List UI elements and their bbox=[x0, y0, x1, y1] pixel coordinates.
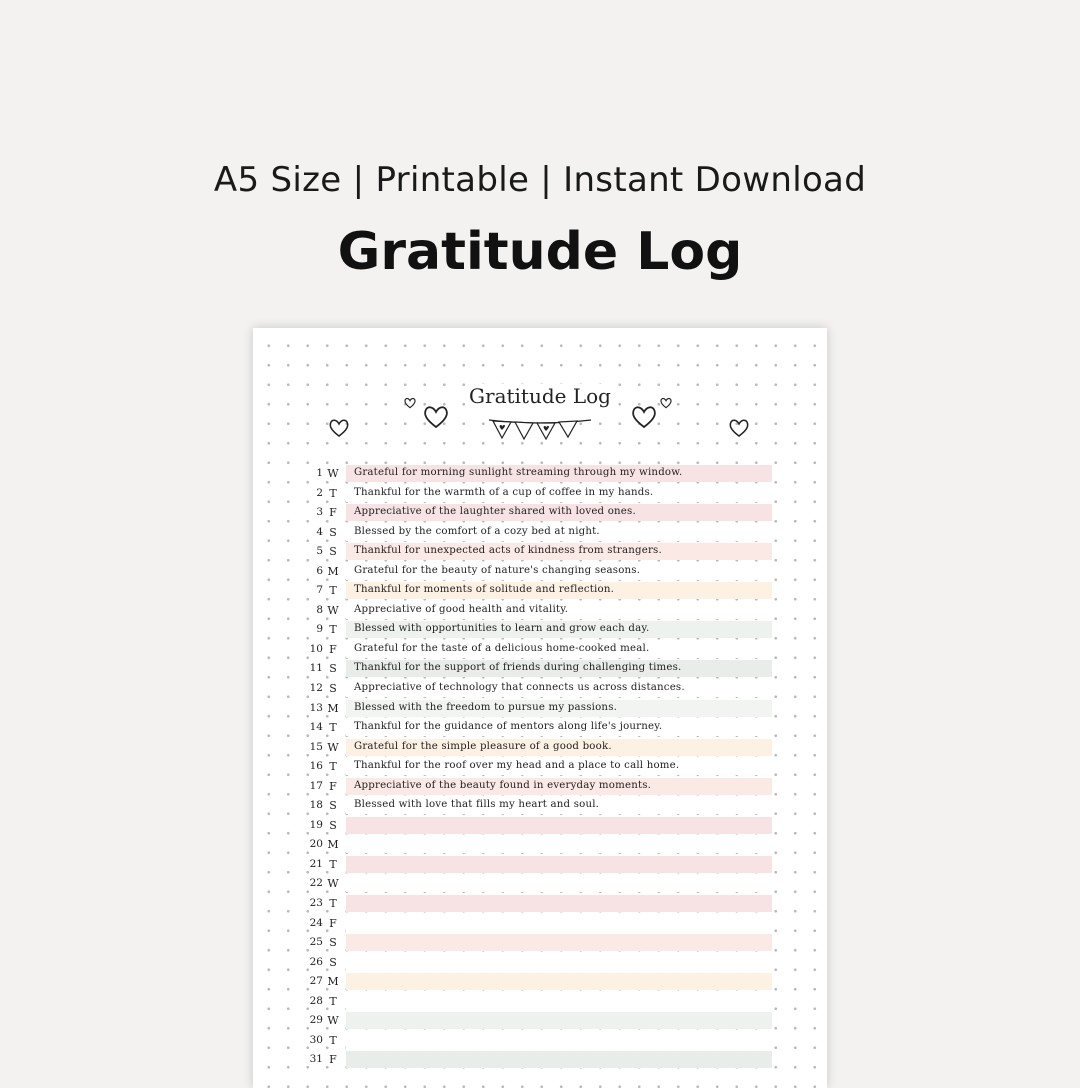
day-number: 12 bbox=[309, 682, 323, 695]
log-row bbox=[308, 835, 778, 855]
weekday-letter: T bbox=[329, 486, 337, 500]
log-row bbox=[308, 855, 778, 875]
gratitude-entry: Appreciative of the beauty found in everyday moments. bbox=[354, 779, 652, 791]
gratitude-entry: Grateful for the simple pleasure of a good book. bbox=[354, 740, 612, 752]
weekday-letter: T bbox=[329, 1033, 337, 1047]
heart-icon bbox=[403, 396, 417, 410]
weekday-letter: T bbox=[329, 760, 337, 774]
gratitude-entry: Grateful for the beauty of nature's changing seasons. bbox=[354, 564, 641, 576]
gratitude-entry: Thankful for moments of solitude and reflection. bbox=[354, 584, 615, 596]
row-highlight bbox=[346, 836, 772, 853]
log-row bbox=[308, 562, 778, 582]
weekday-letter: W bbox=[327, 467, 339, 480]
day-number: 2 bbox=[316, 486, 323, 499]
day-number: 11 bbox=[309, 662, 323, 675]
log-row bbox=[308, 699, 778, 719]
heart-icon bbox=[629, 402, 659, 432]
day-number: 31 bbox=[309, 1053, 323, 1066]
weekday-letter: S bbox=[329, 545, 337, 559]
heart-icon bbox=[659, 396, 673, 410]
log-row bbox=[308, 953, 778, 973]
day-number: 30 bbox=[309, 1033, 323, 1046]
day-number: 10 bbox=[309, 642, 323, 655]
day-number: 4 bbox=[316, 525, 323, 538]
row-highlight bbox=[346, 875, 772, 892]
log-row bbox=[308, 816, 778, 836]
weekday-letter: W bbox=[327, 740, 339, 754]
day-number: 23 bbox=[309, 897, 323, 910]
weekday-letter: S bbox=[329, 955, 337, 969]
weekday-letter: S bbox=[329, 799, 337, 813]
weekday-letter: T bbox=[329, 721, 337, 735]
log-row bbox=[308, 738, 778, 758]
day-number: 18 bbox=[309, 799, 323, 812]
log-row bbox=[308, 1050, 778, 1070]
weekday-letter: T bbox=[329, 584, 337, 598]
weekday-letter: S bbox=[329, 525, 337, 539]
weekday-letter: M bbox=[327, 838, 339, 852]
log-row bbox=[308, 874, 778, 894]
weekday-letter: W bbox=[327, 603, 339, 617]
log-row bbox=[308, 640, 778, 660]
day-number: 29 bbox=[309, 1014, 323, 1027]
log-row bbox=[308, 542, 778, 562]
gratitude-entry: Blessed with love that fills my heart and soul. bbox=[354, 799, 600, 811]
log-row bbox=[308, 1011, 778, 1031]
sheet-title: Gratitude Log bbox=[253, 384, 827, 408]
gratitude-entry: Blessed by the comfort of a cozy bed at night. bbox=[354, 525, 600, 537]
log-row bbox=[308, 972, 778, 992]
log-rows bbox=[308, 464, 778, 1070]
weekday-letter: S bbox=[329, 682, 337, 696]
day-number: 8 bbox=[316, 603, 323, 616]
day-number: 28 bbox=[309, 994, 323, 1007]
log-row bbox=[308, 777, 778, 797]
row-highlight bbox=[346, 993, 772, 1010]
weekday-letter: W bbox=[327, 877, 339, 891]
log-row bbox=[308, 757, 778, 777]
log-row bbox=[308, 718, 778, 738]
row-highlight bbox=[346, 973, 772, 990]
log-row bbox=[308, 1031, 778, 1051]
row-highlight bbox=[346, 1032, 772, 1049]
gratitude-entry: Appreciative of technology that connects us across distances. bbox=[354, 682, 685, 694]
log-row bbox=[308, 620, 778, 640]
gratitude-entry: Thankful for the guidance of mentors along life's journey. bbox=[354, 721, 663, 733]
gratitude-entry: Grateful for morning sunlight streaming through my window. bbox=[354, 467, 683, 478]
day-number: 7 bbox=[316, 584, 323, 597]
heart-icon bbox=[421, 402, 451, 432]
day-number: 26 bbox=[309, 955, 323, 968]
log-row bbox=[308, 992, 778, 1012]
gratitude-entry: Thankful for the warmth of a cup of coffee in my hands. bbox=[354, 486, 654, 498]
log-row bbox=[308, 601, 778, 621]
log-row bbox=[308, 933, 778, 953]
row-highlight bbox=[346, 915, 772, 932]
gratitude-entry: Thankful for unexpected acts of kindness from strangers. bbox=[354, 545, 662, 557]
day-number: 16 bbox=[309, 760, 323, 773]
weekday-letter: M bbox=[327, 564, 339, 578]
log-row bbox=[308, 581, 778, 601]
bunting-icon bbox=[485, 416, 595, 444]
weekday-letter: T bbox=[329, 623, 337, 637]
gratitude-entry: Blessed with opportunities to learn and grow each day. bbox=[354, 623, 650, 635]
log-row bbox=[308, 659, 778, 679]
gratitude-log-sheet bbox=[253, 328, 827, 1088]
weekday-letter: W bbox=[327, 1014, 339, 1028]
log-row bbox=[308, 503, 778, 523]
day-number: 27 bbox=[309, 975, 323, 988]
log-row bbox=[308, 679, 778, 699]
heart-icon bbox=[727, 416, 751, 440]
log-row bbox=[308, 523, 778, 543]
weekday-letter: S bbox=[329, 936, 337, 950]
row-highlight bbox=[346, 934, 772, 951]
weekday-letter: F bbox=[329, 642, 337, 656]
row-highlight bbox=[346, 954, 772, 971]
day-number: 3 bbox=[316, 506, 323, 519]
gratitude-entry: Thankful for the roof over my head and a place to call home. bbox=[354, 760, 680, 772]
weekday-letter: T bbox=[329, 857, 337, 871]
weekday-letter: S bbox=[329, 818, 337, 832]
log-row bbox=[308, 464, 778, 484]
weekday-letter: F bbox=[329, 779, 337, 793]
day-number: 15 bbox=[309, 740, 323, 753]
day-number: 20 bbox=[309, 838, 323, 851]
weekday-letter: M bbox=[327, 975, 339, 989]
gratitude-entry: Thankful for the support of friends during challenging times. bbox=[354, 662, 682, 674]
weekday-letter: S bbox=[329, 662, 337, 676]
gratitude-entry: Blessed with the freedom to pursue my passions. bbox=[354, 701, 618, 713]
row-highlight bbox=[346, 895, 772, 912]
day-number: 25 bbox=[309, 936, 323, 949]
weekday-letter: M bbox=[327, 701, 339, 715]
day-number: 22 bbox=[309, 877, 323, 890]
gratitude-entry: Grateful for the taste of a delicious home-cooked meal. bbox=[354, 642, 650, 654]
row-highlight bbox=[346, 1012, 772, 1029]
row-highlight bbox=[346, 1051, 772, 1068]
log-row bbox=[308, 914, 778, 934]
gratitude-entry: Appreciative of the laughter shared with loved ones. bbox=[354, 506, 636, 518]
day-number: 24 bbox=[309, 916, 323, 929]
log-row bbox=[308, 796, 778, 816]
day-number: 21 bbox=[309, 857, 323, 870]
product-title: Gratitude Log bbox=[337, 222, 743, 282]
weekday-letter: T bbox=[329, 994, 337, 1008]
weekday-letter: T bbox=[329, 897, 337, 911]
day-number: 13 bbox=[309, 701, 323, 714]
day-number: 1 bbox=[316, 467, 323, 479]
day-number: 19 bbox=[309, 818, 323, 831]
day-number: 6 bbox=[316, 564, 323, 577]
weekday-letter: F bbox=[329, 506, 337, 520]
day-number: 9 bbox=[316, 623, 323, 636]
gratitude-entry: Appreciative of good health and vitality. bbox=[354, 603, 569, 615]
row-highlight bbox=[346, 817, 772, 834]
weekday-letter: F bbox=[329, 1053, 337, 1067]
weekday-letter: F bbox=[329, 916, 337, 930]
row-highlight bbox=[346, 856, 772, 873]
day-number: 14 bbox=[309, 721, 323, 734]
log-row bbox=[308, 484, 778, 504]
day-number: 5 bbox=[316, 545, 323, 558]
log-row bbox=[308, 894, 778, 914]
heart-icon bbox=[327, 416, 351, 440]
day-number: 17 bbox=[309, 779, 323, 792]
product-subtitle: A5 Size | Printable | Instant Download bbox=[213, 160, 867, 200]
